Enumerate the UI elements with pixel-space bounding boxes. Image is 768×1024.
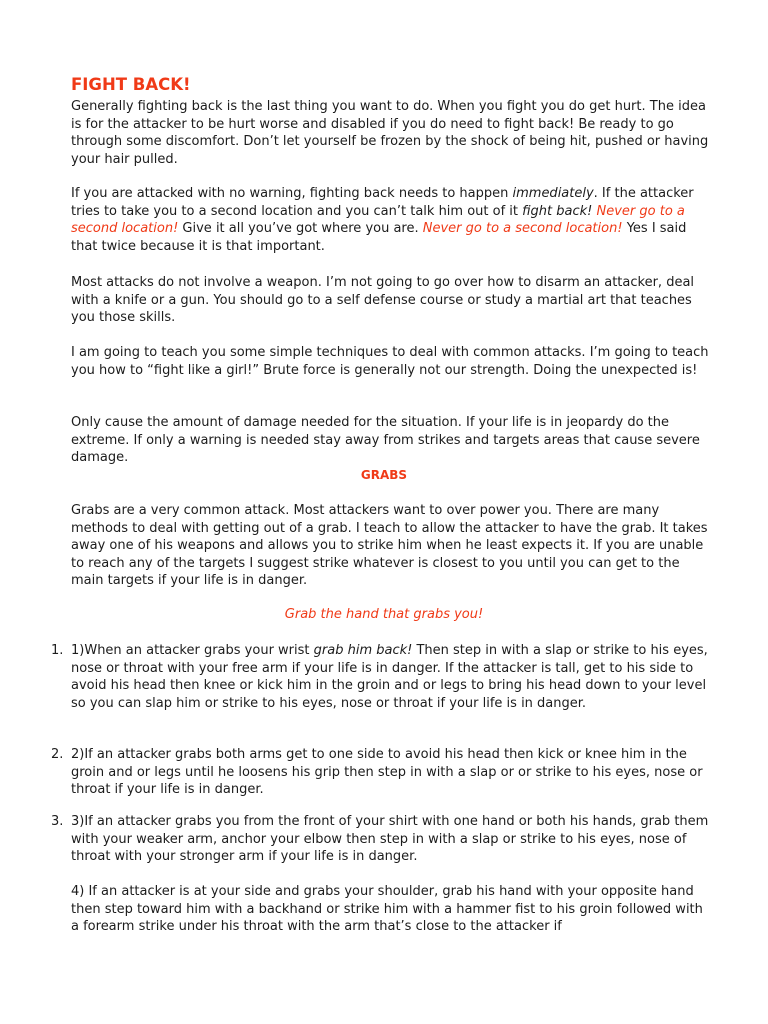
text-run: Then step in with a slap or strike to his eyes, nose or throat with your free arm if your life is in danger. If the attacker is tall, get to his side to avoid his head then knee or kick him in the groin and or legs to bring his head down to your level so you can slap him or strike to his eyes, nose or throat if your life is in danger. [71, 643, 708, 711]
emphasis-grab-him-back: grab him back! [313, 643, 413, 658]
intro-paragraph: Generally fighting back is the last thing you want to do. When you fight you do get hurt. The idea is for the attacker to be hurt worse and disabled if you do need to fight back! Be ready to go through some discomfort. Don’t let yourself be frozen by the shock of being hit, pushed or having your hair pulled. [71, 99, 709, 167]
text-run: 1)When an attacker grabs your wrist [71, 643, 314, 658]
list-item [51, 642, 711, 712]
list-number: 1. [51, 643, 64, 658]
page-title: FIGHT BACK! [71, 75, 191, 94]
text-run: Give it all you’ve got where you are. [178, 221, 423, 237]
emphasis-fight-back: fight back! [522, 203, 593, 219]
text-run: If you are attacked with no warning, fighting back needs to happen [71, 186, 513, 201]
warning-second-location: Never go to a second location! [71, 203, 685, 237]
damage-paragraph: Only cause the amount of damage needed for the situation. If your life is in jeopardy do the extreme. If only a warning is needed stay away from strikes and targets areas that cause severe damage. [71, 415, 700, 466]
text-run: 2)If an attacker grabs both arms get to one side to avoid his head then kick or knee him in the groin and or legs until he loosens his grip then step in with a slap or or strike to his eyes, nose or throat if your life is in danger. [71, 747, 703, 798]
weapons-paragraph: Most attacks do not involve a weapon. I’m not going to go over how to disarm an attacker, deal with a knife or a gun. You should go to a self defense course or study a martial art that teaches you those skills. [71, 275, 695, 326]
warning-second-location: Never go to a second location! [422, 221, 623, 237]
text-run: . If the attacker tries to take you to a second location and you can’t talk him out of it [71, 186, 694, 219]
techniques-paragraph: I am going to teach you some simple techniques to deal with common attacks. I’m going to teach you how to “fight like a girl!” Brute force is generally not our strength. Doing the unexpected is! [71, 345, 709, 378]
list-item [71, 883, 711, 936]
text-run: 4) If an attacker is at your side and grabs your shoulder, grab his hand with your opposite hand then step toward him with a backhand or strike him with a hammer fist to his groin followed with a forearm strike under his throat with the arm that’s close to the attacker if [71, 884, 703, 935]
text-run: Yes I said that twice because it is that important. [71, 221, 687, 254]
text-run: 3)If an attacker grabs you from the front of your shirt with one hand or both his hands, grab them with your weaker arm, anchor your elbow then step in with a slap or strike to his eyes, nose of throat with your stronger arm if your life is in danger. [71, 814, 709, 865]
list-number: 2. [51, 747, 64, 762]
second-location-paragraph [71, 185, 711, 255]
list-item [51, 746, 711, 799]
emphasis-immediately: immediately [512, 186, 594, 201]
list-number: 3. [51, 814, 64, 829]
grabs-heading: GRABS [360, 468, 408, 482]
grabs-paragraph: Grabs are a very common attack. Most attackers want to over power you. There are many methods to deal with getting out of a grab. I teach to allow the attacker to have the grab. It takes away one of his weapons and allows you to strike him when he least expects it. If you are unable to reach any of the targets I suggest strike whatever is closest to you until you can get to the main targets if your life is in danger. [71, 503, 708, 589]
grab-subheading: Grab the hand that grabs you! [284, 607, 484, 622]
list-item [51, 813, 711, 866]
